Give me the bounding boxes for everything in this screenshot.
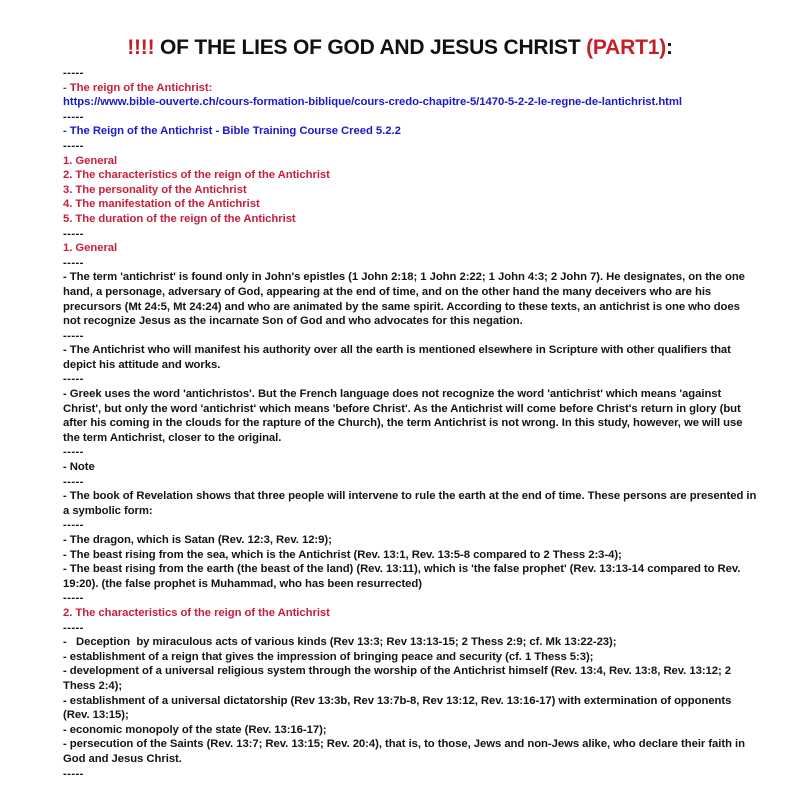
body-paragraph: - establishment of a universal dictatorship (Rev 13:3b, Rev 13:7b-8, Rev 13:12, Rev. 13:16-17) with extermination of opponents (Rev. 13:15); [63,694,735,722]
body-paragraph: - The book of Revelation shows that three people will intervene to rule the earth at the end of time. These persons are presented in a symbolic form: [63,490,760,517]
separator-line: ----- [63,767,84,780]
title-main-text: OF THE LIES OF GOD AND JESUS CHRIST [154,36,587,59]
separator-line: ----- [63,446,84,459]
document-body [63,66,760,781]
separator-line: ----- [63,256,84,269]
separator-line: ----- [63,475,84,488]
title-exclamations: !!!! [127,36,155,59]
separator-line: ----- [63,519,84,532]
body-paragraph: - development of a universal religious system through the worship of the Antichrist himself (Rev. 13:4, Rev. 13:8, Rev. 13:12; 2 Thess 2:4); [63,665,735,692]
body-paragraph: - persecution of the Saints (Rev. 13:7; Rev. 13:15; Rev. 20:4), that is, to those, Jews and non-Jews alike, who declare their faith in God and Jesus Christ. [63,738,749,765]
body-paragraph: - establishment of a reign that gives the impression of bringing peace and security (cf. 1 Thess 5:3); [63,650,594,663]
separator-line: ----- [63,621,84,634]
body-paragraph: - Deception by miraculous acts of various kinds (Rev 13:3; Rev 13:13-15; 2 Thess 2:9; cf. Mk 13:22-23); [63,636,617,649]
body-paragraph: - The dragon, which is Satan (Rev. 12:3, Rev. 12:9); [63,534,332,546]
separator-line: ----- [63,67,84,79]
section-heading: 4. The manifestation of the Antichrist [63,198,260,211]
title-colon: : [665,36,673,59]
source-url-link[interactable]: https://www.bible-ouverte.ch/cours-formation-biblique/cours-credo-chapitre-5/1470-5-2-2-le-regne-de-lantichrist.html [63,96,682,109]
body-paragraph: - The term 'antichrist' is found only in John's epistles (1 John 2:18; 1 John 2:22; 1 John 4:3; 2 John 7). He designates, on the one hand, a personage, adversary of God, appearing at the end of time, and on the other hand the many deceivers who are his precursors (Mt 24:5, Mt 24:24) and who are animated by the same spirit. According to these texts, an antichrist is one who does not recognize Jesus as the incarnate Son of God and who advocates for this negation. [63,271,748,328]
section-heading: 1. General [63,242,118,255]
body-paragraph: - Note [63,461,95,474]
separator-line: ----- [63,227,84,240]
body-paragraph: - The beast rising from the sea, which is the Antichrist (Rev. 13:1, Rev. 13:5-8 compared to 2 Thess 2:3-4); [63,548,622,561]
section-heading: 3. The personality of the Antichrist [63,183,247,196]
separator-line: ----- [63,110,84,123]
separator-line: ----- [63,139,84,152]
body-paragraph: - The beast rising from the earth (the beast of the land) (Rev. 13:11), which is 'the false prophet' (Rev. 13:13-14 compared to Rev. 19:20). (the false prophet is Muhammad, who has been resurrected) [63,563,744,590]
source-link-line[interactable] [63,95,760,110]
separator-line: ----- [63,329,84,342]
section-heading: 5. The duration of the reign of the Antichrist [63,212,296,225]
section-heading: - The reign of the Antichrist: [63,81,213,94]
page-title [0,36,800,60]
section-heading: 2. The characteristics of the reign of the Antichrist [63,606,330,619]
section-heading: 1. General [63,154,118,167]
separator-line: ----- [63,592,84,605]
body-paragraph: - The Antichrist who will manifest his authority over all the earth is mentioned elsewhere in Scripture with other qualifiers that depict his attitude and works. [63,344,734,371]
separator-line: ----- [63,373,84,386]
body-paragraph: - economic monopoly of the state (Rev. 13:16-17); [63,723,327,736]
section-heading: 2. The characteristics of the reign of the Antichrist [63,169,330,182]
title-part-label: (PART1) [586,36,666,59]
body-paragraph: - Greek uses the word 'antichristos'. But the French language does not recognize the word 'antichrist' which means 'against Christ', but only the word 'antichrist' which means 'before Christ'. As the Antichrist will come before Christ's return in glory (but after his coming in the clouds for the rapture of the Church), the term Antichrist is not wrong. In this study, however, we will use the term Antichrist, closer to the original. [63,388,746,444]
course-title-heading: - The Reign of the Antichrist - Bible Training Course Creed 5.2.2 [63,125,401,138]
